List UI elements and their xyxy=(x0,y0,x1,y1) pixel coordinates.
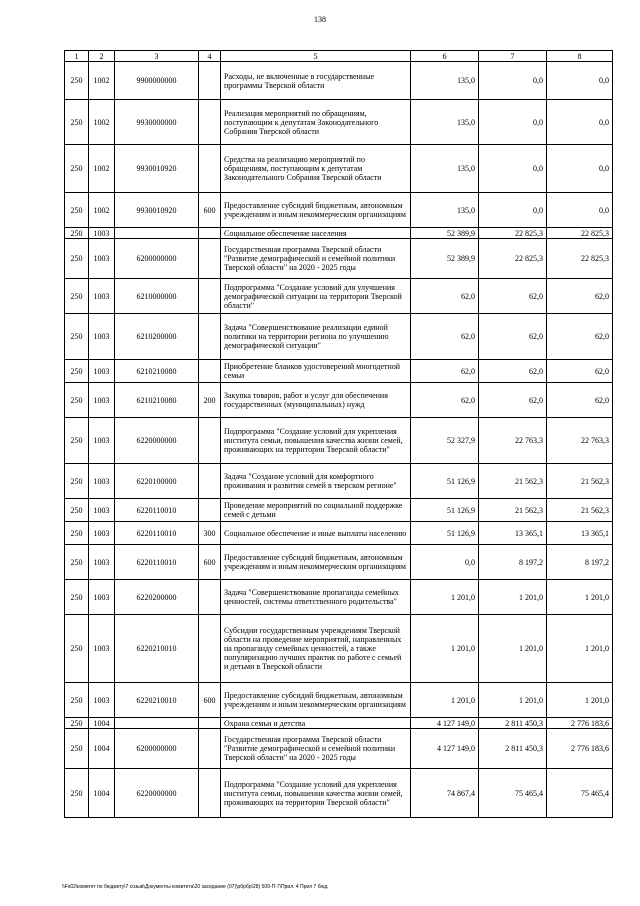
table-row xyxy=(65,729,613,769)
cell-c4 xyxy=(199,418,221,464)
cell-v7: 21 562,3 xyxy=(479,464,547,499)
cell-v7: 22 763,3 xyxy=(479,418,547,464)
cell-c1: 250 xyxy=(65,522,89,545)
cell-name: Субсидии государственным учреждениям Тверской области на проведение мероприятий, направленных на пропаганду семейных ценностей, а также популяризацию лучших практик по работе с семьей и детьми в Тверской области xyxy=(221,615,411,683)
cell-v8: 13 365,1 xyxy=(547,522,613,545)
table-row xyxy=(65,580,613,615)
cell-v7: 2 811 450,3 xyxy=(479,729,547,769)
cell-name: Предоставление субсидий бюджетным, автономным учреждениям и иным некоммерческим организациям xyxy=(221,683,411,718)
cell-v8: 62,0 xyxy=(547,314,613,360)
cell-c4 xyxy=(199,314,221,360)
cell-v6: 135,0 xyxy=(411,62,479,100)
cell-name: Приобретение бланков удостоверений многодетной семьи xyxy=(221,360,411,383)
cell-v7: 62,0 xyxy=(479,360,547,383)
cell-c2: 1003 xyxy=(89,464,115,499)
cell-c3: 6220210010 xyxy=(115,615,199,683)
cell-v6: 74 867,4 xyxy=(411,769,479,818)
cell-c2: 1002 xyxy=(89,145,115,193)
cell-c1: 250 xyxy=(65,62,89,100)
cell-name: Закупка товаров, работ и услуг для обеспечения государственных (муниципальных) нужд xyxy=(221,383,411,418)
cell-v6: 62,0 xyxy=(411,279,479,314)
cell-c2: 1003 xyxy=(89,499,115,522)
cell-v6: 4 127 149,0 xyxy=(411,718,479,729)
cell-v6: 52 389,9 xyxy=(411,228,479,239)
cell-c2: 1003 xyxy=(89,314,115,360)
cell-c4 xyxy=(199,580,221,615)
cell-v8: 62,0 xyxy=(547,383,613,418)
table-row xyxy=(65,499,613,522)
table-row xyxy=(65,228,613,239)
cell-c2: 1004 xyxy=(89,718,115,729)
cell-v8: 8 197,2 xyxy=(547,545,613,580)
cell-c4: 600 xyxy=(199,545,221,580)
cell-c2: 1003 xyxy=(89,615,115,683)
cell-c4 xyxy=(199,718,221,729)
cell-name: Расходы, не включенные в государственные программы Тверской области xyxy=(221,62,411,100)
header-cell: 3 xyxy=(115,51,199,62)
header-cell: 8 xyxy=(547,51,613,62)
cell-c4 xyxy=(199,62,221,100)
cell-v6: 51 126,9 xyxy=(411,499,479,522)
cell-c4: 200 xyxy=(199,383,221,418)
cell-v6: 51 126,9 xyxy=(411,464,479,499)
cell-v6: 62,0 xyxy=(411,383,479,418)
cell-c2: 1003 xyxy=(89,522,115,545)
cell-v6: 135,0 xyxy=(411,193,479,228)
header-cell: 1 xyxy=(65,51,89,62)
cell-c2: 1004 xyxy=(89,729,115,769)
cell-c3: 6210210080 xyxy=(115,383,199,418)
cell-c1: 250 xyxy=(65,464,89,499)
cell-v7: 0,0 xyxy=(479,62,547,100)
cell-c4 xyxy=(199,228,221,239)
cell-c1: 250 xyxy=(65,718,89,729)
cell-c1: 250 xyxy=(65,228,89,239)
cell-v6: 1 201,0 xyxy=(411,683,479,718)
cell-v7: 13 365,1 xyxy=(479,522,547,545)
table-row xyxy=(65,545,613,580)
cell-c4 xyxy=(199,769,221,818)
cell-v7: 22 825,3 xyxy=(479,239,547,279)
cell-name: Задача "Совершенствование реализации единой политики на территории региона по улучшению демографической ситуации" xyxy=(221,314,411,360)
cell-c1: 250 xyxy=(65,769,89,818)
cell-c1: 250 xyxy=(65,683,89,718)
cell-c3: 6210210080 xyxy=(115,360,199,383)
cell-v7: 8 197,2 xyxy=(479,545,547,580)
cell-c4 xyxy=(199,615,221,683)
cell-v6: 4 127 149,0 xyxy=(411,729,479,769)
cell-v8: 62,0 xyxy=(547,360,613,383)
cell-c4 xyxy=(199,239,221,279)
cell-c1: 250 xyxy=(65,100,89,145)
cell-c3: 9900000000 xyxy=(115,62,199,100)
table-row xyxy=(65,239,613,279)
cell-v7: 62,0 xyxy=(479,314,547,360)
cell-v7: 62,0 xyxy=(479,279,547,314)
cell-c3: 6220110010 xyxy=(115,499,199,522)
cell-name: Подпрограмма "Создание условий для укрепления института семьи, повышения качества жизни семей, проживающих на территории Тверской области" xyxy=(221,769,411,818)
table-row xyxy=(65,383,613,418)
cell-v6: 52 327,9 xyxy=(411,418,479,464)
cell-c2: 1003 xyxy=(89,545,115,580)
table-row xyxy=(65,193,613,228)
cell-c2: 1003 xyxy=(89,360,115,383)
table-row xyxy=(65,464,613,499)
cell-v6: 0,0 xyxy=(411,545,479,580)
cell-v6: 62,0 xyxy=(411,314,479,360)
table-row xyxy=(65,683,613,718)
cell-c1: 250 xyxy=(65,314,89,360)
cell-name: Предоставление субсидий бюджетным, автономным учреждениям и иным некоммерческим организациям xyxy=(221,545,411,580)
cell-c3: 6220210010 xyxy=(115,683,199,718)
cell-v7: 0,0 xyxy=(479,100,547,145)
cell-v6: 62,0 xyxy=(411,360,479,383)
table-row xyxy=(65,145,613,193)
cell-c3: 9930010920 xyxy=(115,145,199,193)
cell-c4 xyxy=(199,360,221,383)
cell-name: Подпрограмма "Создание условий для улучшения демографической ситуации на территории Тверской области" xyxy=(221,279,411,314)
cell-name: Охрана семьи и детства xyxy=(221,718,411,729)
cell-c1: 250 xyxy=(65,279,89,314)
cell-v8: 1 201,0 xyxy=(547,580,613,615)
cell-c1: 250 xyxy=(65,580,89,615)
cell-name: Проведение мероприятий по социальной поддержке семей с детьми xyxy=(221,499,411,522)
cell-c4: 600 xyxy=(199,193,221,228)
header-cell: 2 xyxy=(89,51,115,62)
cell-v6: 1 201,0 xyxy=(411,615,479,683)
cell-c1: 250 xyxy=(65,193,89,228)
cell-c3: 6220200000 xyxy=(115,580,199,615)
cell-v6: 135,0 xyxy=(411,100,479,145)
cell-c4 xyxy=(199,464,221,499)
cell-c3: 6210000000 xyxy=(115,279,199,314)
file-path-footer: \\Fs02\комитет по бюджету\7 созыв\Документы комитета\20 заседание (07)\рбрбр\28) 509-П-7\Прил. 4 Прил 7 бюд. xyxy=(62,884,329,890)
page-number: 138 xyxy=(314,15,326,24)
cell-c3: 6220110010 xyxy=(115,545,199,580)
cell-name: Средства на реализацию мероприятий по обращениям, поступающим к депутатам Законодательного Собрания Тверской области xyxy=(221,145,411,193)
cell-v7: 1 201,0 xyxy=(479,580,547,615)
cell-v7: 0,0 xyxy=(479,193,547,228)
cell-v7: 1 201,0 xyxy=(479,683,547,718)
table-row xyxy=(65,769,613,818)
table-row xyxy=(65,62,613,100)
cell-c4 xyxy=(199,729,221,769)
cell-c2: 1003 xyxy=(89,383,115,418)
cell-v8: 0,0 xyxy=(547,193,613,228)
cell-c4: 300 xyxy=(199,522,221,545)
cell-c2: 1003 xyxy=(89,580,115,615)
cell-v8: 21 562,3 xyxy=(547,464,613,499)
cell-c3: 6220000000 xyxy=(115,418,199,464)
cell-c2: 1003 xyxy=(89,418,115,464)
cell-name: Социальное обеспечение населения xyxy=(221,228,411,239)
cell-c1: 250 xyxy=(65,545,89,580)
table-row xyxy=(65,100,613,145)
cell-v8: 75 465,4 xyxy=(547,769,613,818)
cell-v8: 0,0 xyxy=(547,62,613,100)
budget-table xyxy=(64,50,613,818)
table-row xyxy=(65,718,613,729)
cell-c3 xyxy=(115,718,199,729)
cell-name: Государственная программа Тверской области "Развитие демографической и семейной политики Тверской области" на 2020 - 2025 годы xyxy=(221,729,411,769)
cell-v7: 0,0 xyxy=(479,145,547,193)
cell-c2: 1002 xyxy=(89,62,115,100)
cell-v7: 1 201,0 xyxy=(479,615,547,683)
header-cell: 6 xyxy=(411,51,479,62)
table-row xyxy=(65,615,613,683)
cell-v8: 0,0 xyxy=(547,100,613,145)
cell-c4 xyxy=(199,100,221,145)
table-row xyxy=(65,360,613,383)
cell-v8: 22 763,3 xyxy=(547,418,613,464)
cell-v7: 62,0 xyxy=(479,383,547,418)
cell-c1: 250 xyxy=(65,615,89,683)
cell-c3: 9930010920 xyxy=(115,193,199,228)
cell-v6: 52 389,9 xyxy=(411,239,479,279)
cell-v8: 1 201,0 xyxy=(547,683,613,718)
cell-v6: 51 126,9 xyxy=(411,522,479,545)
cell-c2: 1002 xyxy=(89,100,115,145)
cell-c1: 250 xyxy=(65,499,89,522)
cell-c2: 1004 xyxy=(89,769,115,818)
cell-name: Реализация мероприятий по обращениям, поступающим к депутатам Законодательного Собрания Тверской области xyxy=(221,100,411,145)
cell-c4 xyxy=(199,145,221,193)
cell-v6: 1 201,0 xyxy=(411,580,479,615)
cell-c1: 250 xyxy=(65,729,89,769)
table-row xyxy=(65,418,613,464)
cell-v8: 1 201,0 xyxy=(547,615,613,683)
cell-name: Социальное обеспечение и иные выплаты населению xyxy=(221,522,411,545)
cell-v8: 2 776 183,6 xyxy=(547,718,613,729)
cell-c2: 1003 xyxy=(89,279,115,314)
cell-v7: 21 562,3 xyxy=(479,499,547,522)
table-row xyxy=(65,522,613,545)
header-cell: 7 xyxy=(479,51,547,62)
table-row xyxy=(65,279,613,314)
cell-c2: 1003 xyxy=(89,683,115,718)
cell-c3: 6220000000 xyxy=(115,769,199,818)
cell-c1: 250 xyxy=(65,239,89,279)
cell-c3: 6210200000 xyxy=(115,314,199,360)
cell-v7: 75 465,4 xyxy=(479,769,547,818)
cell-v7: 22 825,3 xyxy=(479,228,547,239)
cell-c4 xyxy=(199,499,221,522)
cell-c2: 1003 xyxy=(89,239,115,279)
cell-c1: 250 xyxy=(65,418,89,464)
cell-name: Задача "Создание условий для комфортного проживания и развития семей в тверском регионе" xyxy=(221,464,411,499)
cell-name: Предоставление субсидий бюджетным, автономным учреждениям и иным некоммерческим организациям xyxy=(221,193,411,228)
cell-name: Задача "Совершенствование пропаганды семейных ценностей, системы ответственного родительства" xyxy=(221,580,411,615)
cell-c2: 1002 xyxy=(89,193,115,228)
cell-c1: 250 xyxy=(65,360,89,383)
cell-c3 xyxy=(115,228,199,239)
cell-v8: 62,0 xyxy=(547,279,613,314)
cell-c2: 1003 xyxy=(89,228,115,239)
cell-c3: 9930000000 xyxy=(115,100,199,145)
cell-v7: 2 811 450,3 xyxy=(479,718,547,729)
cell-c3: 6220110010 xyxy=(115,522,199,545)
header-cell: 4 xyxy=(199,51,221,62)
table-row xyxy=(65,314,613,360)
cell-c3: 6200000000 xyxy=(115,729,199,769)
cell-c4 xyxy=(199,279,221,314)
header-cell: 5 xyxy=(221,51,411,62)
cell-v8: 22 825,3 xyxy=(547,228,613,239)
cell-v8: 22 825,3 xyxy=(547,239,613,279)
cell-name: Государственная программа Тверской области "Развитие демографической и семейной политики Тверской области" на 2020 - 2025 годы xyxy=(221,239,411,279)
cell-v8: 0,0 xyxy=(547,145,613,193)
cell-v6: 135,0 xyxy=(411,145,479,193)
cell-c1: 250 xyxy=(65,383,89,418)
cell-c3: 6220100000 xyxy=(115,464,199,499)
cell-v8: 2 776 183,6 xyxy=(547,729,613,769)
cell-name: Подпрограмма "Создание условий для укрепления института семьи, повышения качества жизни семей, проживающих на территории Тверской области" xyxy=(221,418,411,464)
header-row xyxy=(65,51,613,62)
cell-v8: 21 562,3 xyxy=(547,499,613,522)
cell-c4: 600 xyxy=(199,683,221,718)
cell-c3: 6200000000 xyxy=(115,239,199,279)
cell-c1: 250 xyxy=(65,145,89,193)
